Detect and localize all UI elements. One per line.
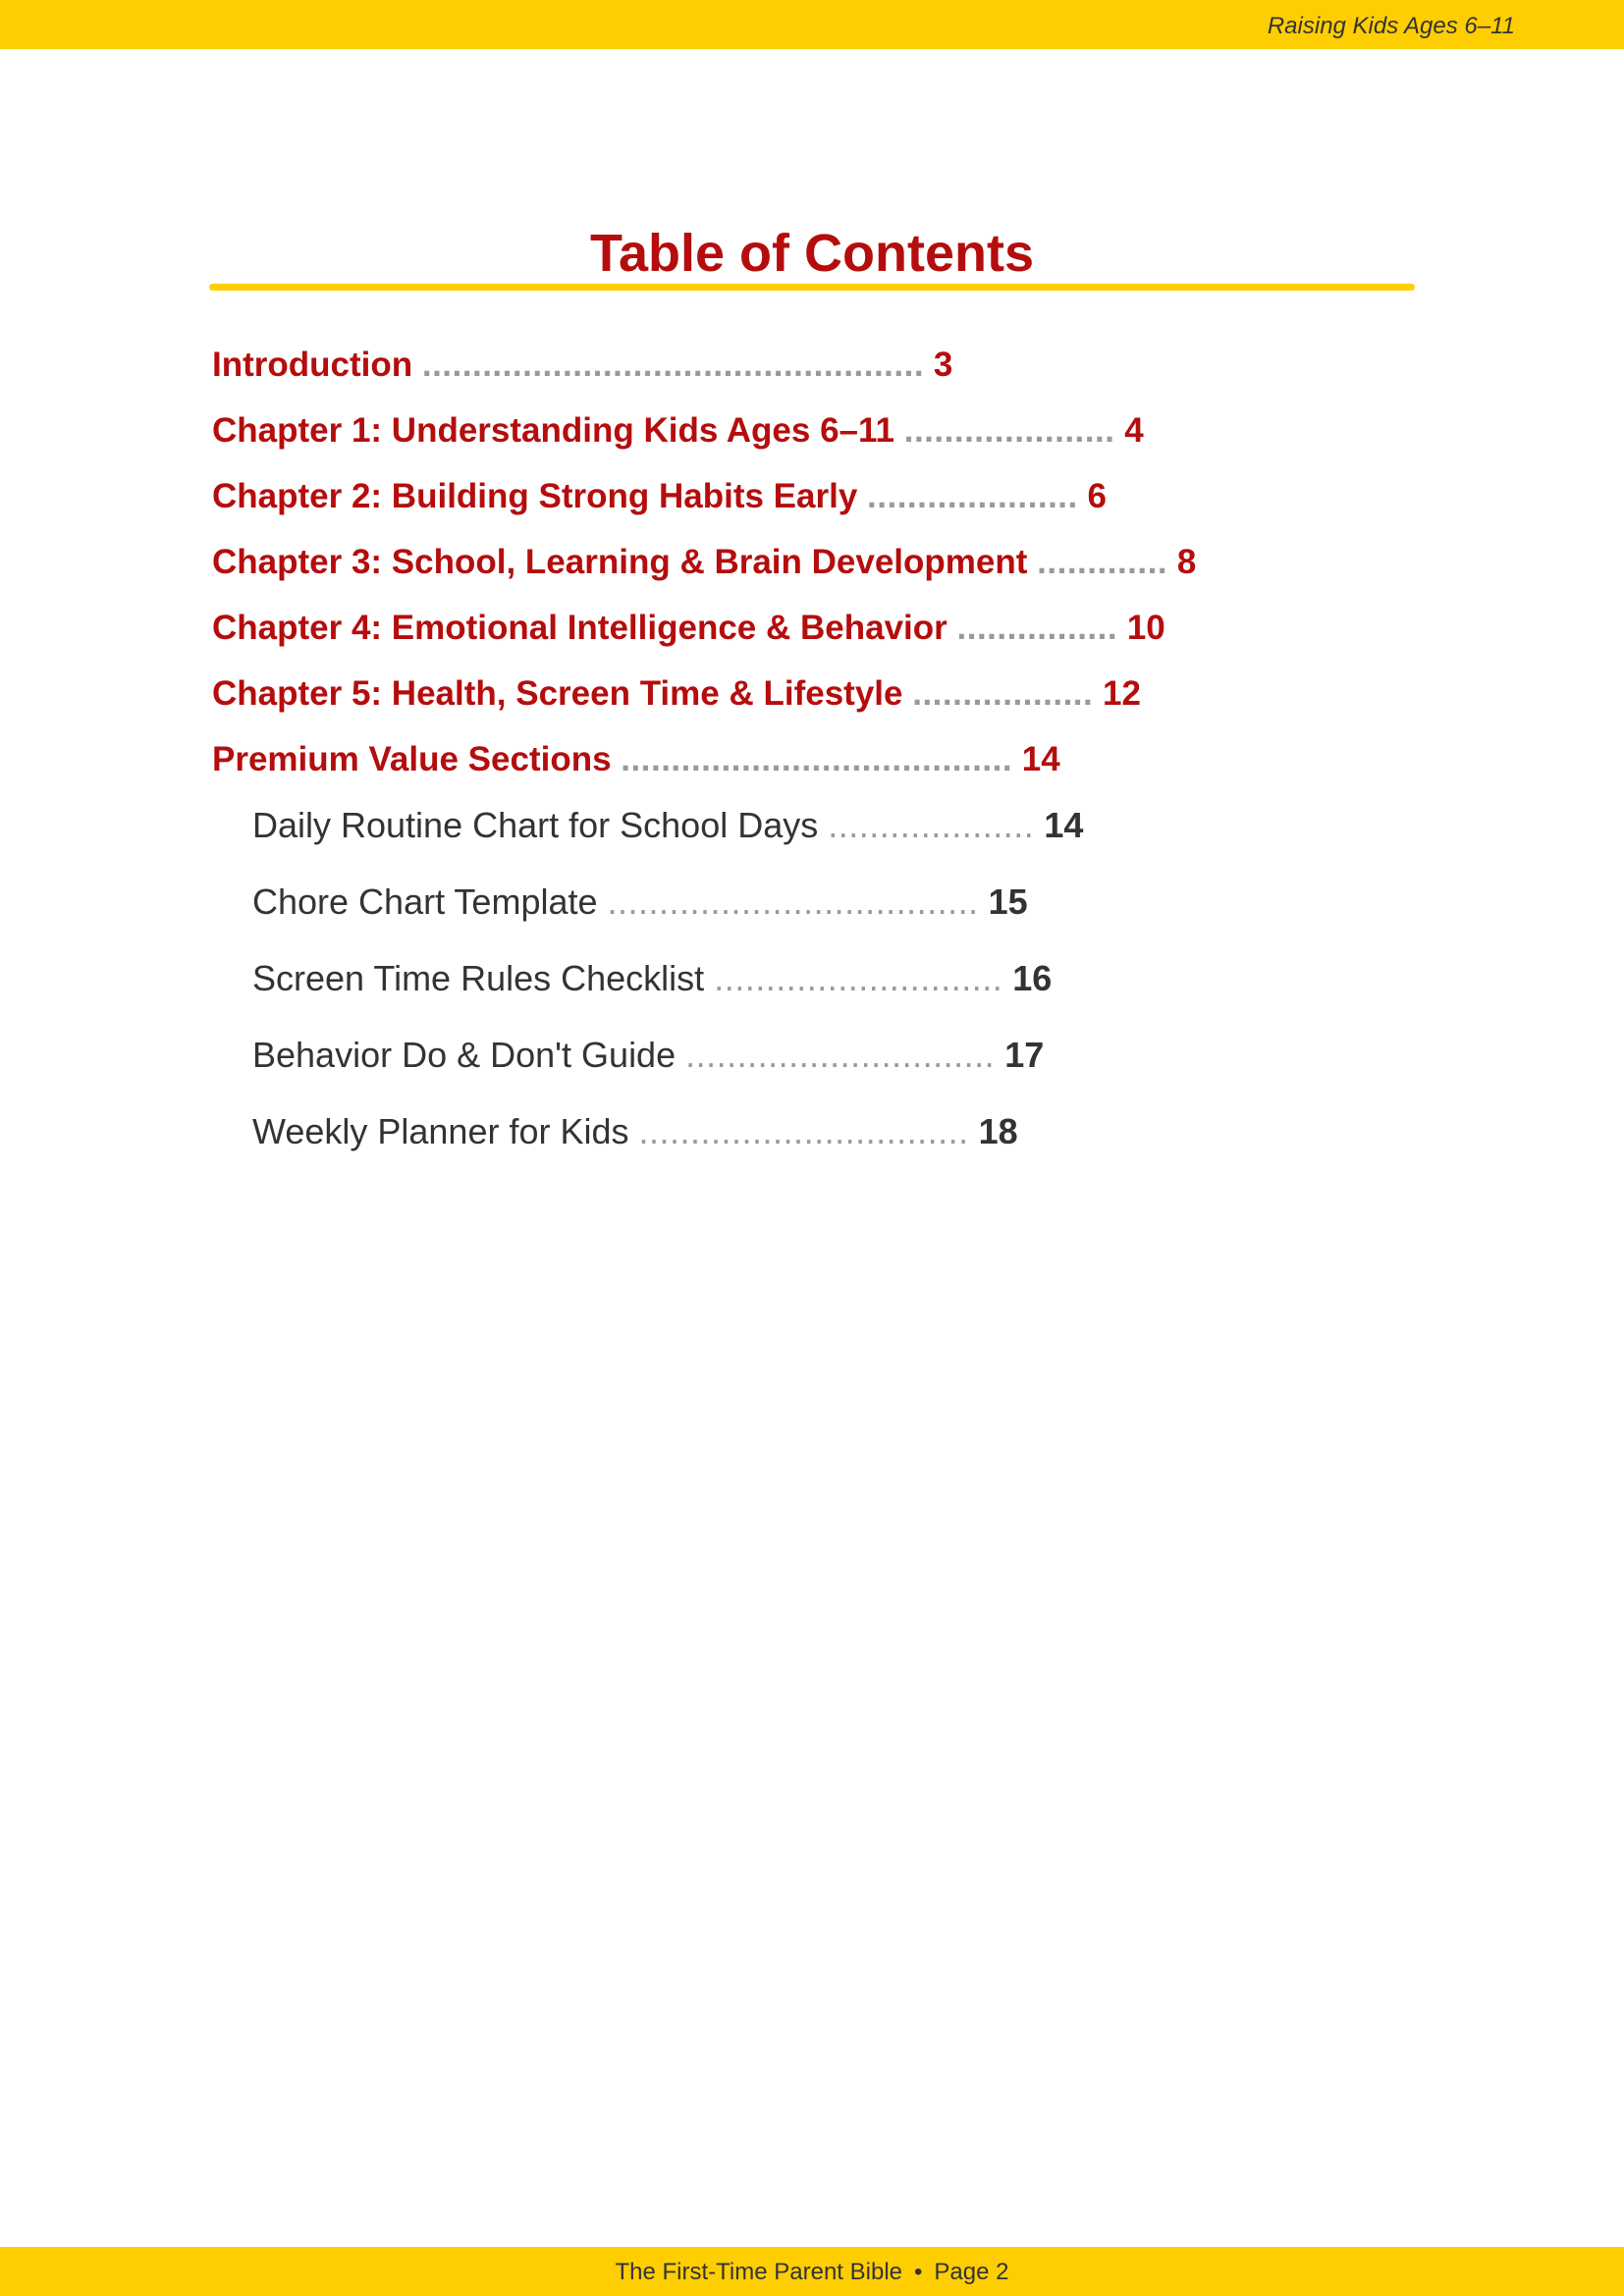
toc-entry-chapter-3[interactable] [212, 537, 1410, 603]
leader-dots: ............. [1037, 543, 1168, 581]
toc-entry-page: 10 [1126, 609, 1165, 647]
toc-entry-chapter-5[interactable] [212, 668, 1410, 734]
leader-dots: .................. [912, 674, 1094, 713]
toc-entry-chapter-4[interactable] [212, 603, 1410, 668]
toc-subentry-page: 15 [988, 881, 1028, 922]
toc-entry-page: 12 [1103, 674, 1141, 713]
footer-page-label: Page 2 [934, 2259, 1009, 2285]
toc-entry-label: Chapter 1: Understanding Kids Ages 6–11 [212, 411, 894, 450]
toc-sub-list [212, 800, 1410, 1183]
toc-subentry-page: 16 [1012, 958, 1053, 998]
toc-entry-introduction[interactable] [212, 340, 1410, 405]
title-underline [209, 284, 1415, 291]
toc-subentry-label: Weekly Planner for Kids [252, 1111, 629, 1151]
footer-separator: • [914, 2259, 923, 2285]
toc-subentry-screen-time-checklist[interactable] [252, 953, 1410, 1030]
footer-band [0, 2247, 1624, 2296]
leader-dots: ................ [956, 609, 1118, 647]
toc-entry-label: Chapter 3: School, Learning & Brain Development [212, 543, 1028, 581]
toc-list [212, 340, 1410, 1183]
running-header: Raising Kids Ages 6–11 [1267, 13, 1515, 39]
leader-dots: ..................... [903, 411, 1115, 450]
toc-entry-page: 14 [1021, 740, 1060, 778]
toc-subentry-label: Chore Chart Template [252, 881, 598, 922]
footer-book-title: The First-Time Parent Bible [615, 2259, 903, 2285]
leader-dots: ..................... [867, 477, 1078, 515]
toc-entry-label: Chapter 5: Health, Screen Time & Lifestyle [212, 674, 903, 713]
leader-dots: .................... [828, 805, 1035, 845]
leader-dots: ............................ [714, 958, 1003, 998]
toc-entry-label: Premium Value Sections [212, 740, 612, 778]
toc-subentry-behavior-guide[interactable] [252, 1030, 1410, 1106]
toc-subentry-page: 18 [978, 1111, 1018, 1151]
header-band [0, 0, 1624, 49]
toc-entry-label: Chapter 2: Building Strong Habits Early [212, 477, 858, 515]
toc-entry-page: 4 [1124, 411, 1144, 450]
leader-dots: .................................................. [421, 346, 925, 384]
toc-entry-page: 8 [1176, 543, 1197, 581]
leader-dots: ................................ [638, 1111, 969, 1151]
leader-dots: ....................................... [621, 740, 1013, 778]
toc-subentry-chore-chart[interactable] [252, 877, 1410, 953]
toc-entry-page: 3 [933, 346, 953, 384]
toc-entry-chapter-2[interactable] [212, 471, 1410, 537]
leader-dots: .............................. [685, 1035, 996, 1075]
toc-subentry-label: Daily Routine Chart for School Days [252, 805, 819, 845]
toc-subentry-weekly-planner[interactable] [252, 1106, 1410, 1183]
toc-entry-page: 6 [1087, 477, 1107, 515]
toc-entry-label: Introduction [212, 346, 413, 384]
leader-dots: .................................... [607, 881, 979, 922]
page-title: Table of Contents [590, 224, 1034, 283]
toc-entry-chapter-1[interactable] [212, 405, 1410, 471]
running-footer [0, 2259, 1624, 2286]
toc-entry-label: Chapter 4: Emotional Intelligence & Behavior [212, 609, 947, 647]
toc-subentry-page: 14 [1044, 805, 1084, 845]
toc-subentry-label: Behavior Do & Don't Guide [252, 1035, 677, 1075]
toc-subentry-page: 17 [1004, 1035, 1045, 1075]
toc-subentry-label: Screen Time Rules Checklist [252, 958, 705, 998]
toc-entry-premium-value-sections[interactable] [212, 734, 1410, 800]
toc-subentry-daily-routine-chart[interactable] [252, 800, 1410, 877]
